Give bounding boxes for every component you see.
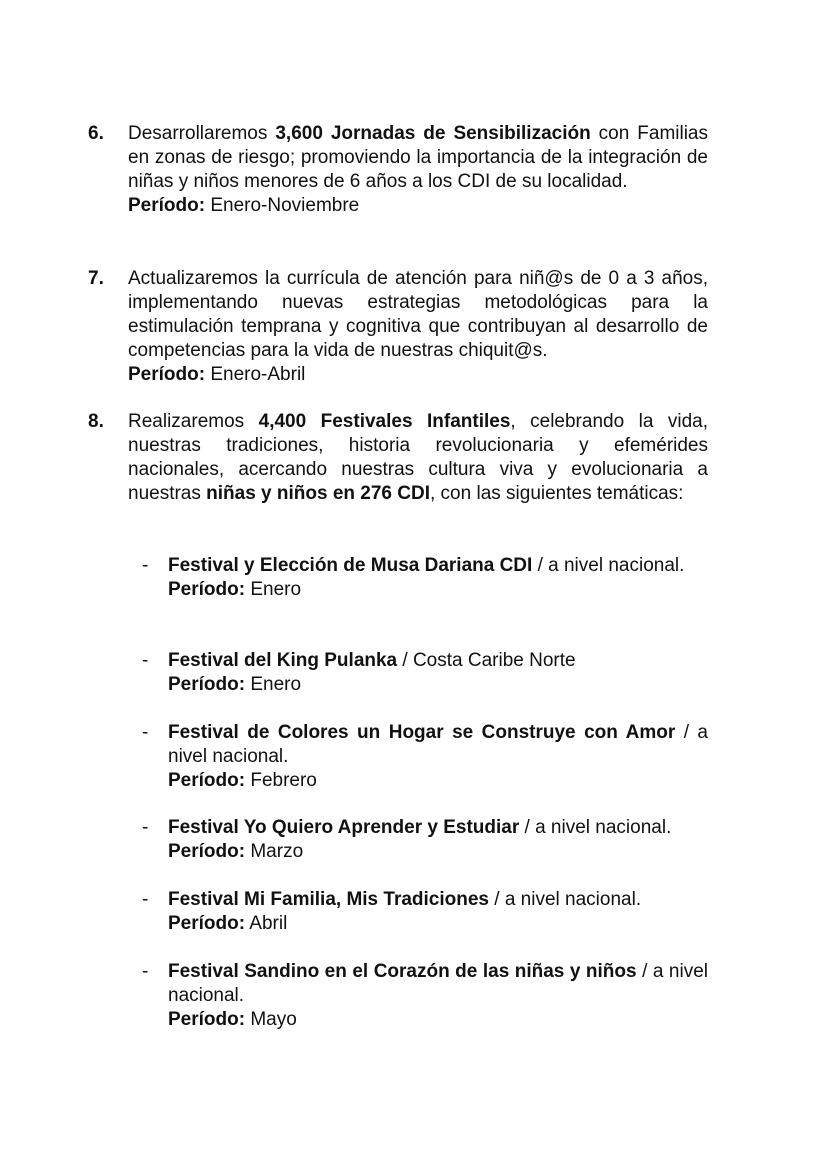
festival-name: Festival de Colores un Hogar se Construye con Amor / a nivel nacional. xyxy=(168,722,708,767)
festival-name: Festival del King Pulanka / Costa Caribe Norte xyxy=(168,650,576,671)
period-line: Período: Enero-Abril xyxy=(128,364,306,385)
festival-item-1 xyxy=(142,554,708,602)
period-line: Período: Marzo xyxy=(168,841,304,862)
item-number: 7. xyxy=(88,268,104,289)
period-line: Período: Enero xyxy=(168,579,302,600)
bullet-dash: - xyxy=(142,889,149,910)
item-number: 6. xyxy=(88,123,104,144)
bullet-dash: - xyxy=(142,555,149,576)
festival-item-4 xyxy=(142,816,708,864)
festival-item-6 xyxy=(142,960,708,1032)
item-text: Actualizaremos la currícula de atención para niñ@s de 0 a 3 años, implementando nuevas estrategias metodológicas para la estimulación temprana y cognitiva que contribuyan al desarrollo de competencias para la vida de nuestras chiquit@s. xyxy=(128,268,708,361)
bullet-dash: - xyxy=(142,722,149,743)
list-item-7 xyxy=(88,267,708,387)
period-line: Período: Enero xyxy=(168,674,302,695)
festival-name: Festival Sandino en el Corazón de las niñas y niños / a nivel nacional. xyxy=(168,961,708,1006)
item-body xyxy=(128,122,708,218)
item-number: 8. xyxy=(88,411,104,432)
bullet-dash: - xyxy=(142,817,149,838)
period-line: Período: Febrero xyxy=(168,770,317,791)
bullet-dash: - xyxy=(142,961,149,982)
item-text: Realizaremos 4,400 Festivales Infantiles, celebrando la vida, nuestras tradiciones, historia revolucionaria y efemérides nacionales, acercando nuestras cultura viva y evolucionaria a nuestras niñas y niños en 276 CDI, con las siguientes temáticas: xyxy=(128,411,708,504)
festival-name: Festival Yo Quiero Aprender y Estudiar / a nivel nacional. xyxy=(168,817,672,838)
list-item-8 xyxy=(88,410,708,506)
festival-name: Festival y Elección de Musa Dariana CDI / a nivel nacional. xyxy=(168,555,685,576)
festival-item-5 xyxy=(142,888,708,936)
festival-item-2 xyxy=(142,649,708,697)
period-line: Período: Enero-Noviembre xyxy=(128,195,360,216)
item-body xyxy=(128,410,708,506)
list-item-6 xyxy=(88,122,708,218)
item-body xyxy=(128,267,708,387)
item-text: Desarrollaremos 3,600 Jornadas de Sensibilización con Familias en zonas de riesgo; promoviendo la importancia de la integración de niñas y niños menores de 6 años a los CDI de su localidad. xyxy=(128,123,708,192)
period-line: Período: Abril xyxy=(168,913,288,934)
festival-item-3 xyxy=(142,721,708,793)
bullet-dash: - xyxy=(142,650,149,671)
period-line: Período: Mayo xyxy=(168,1009,297,1030)
festival-name: Festival Mi Familia, Mis Tradiciones / a nivel nacional. xyxy=(168,889,642,910)
